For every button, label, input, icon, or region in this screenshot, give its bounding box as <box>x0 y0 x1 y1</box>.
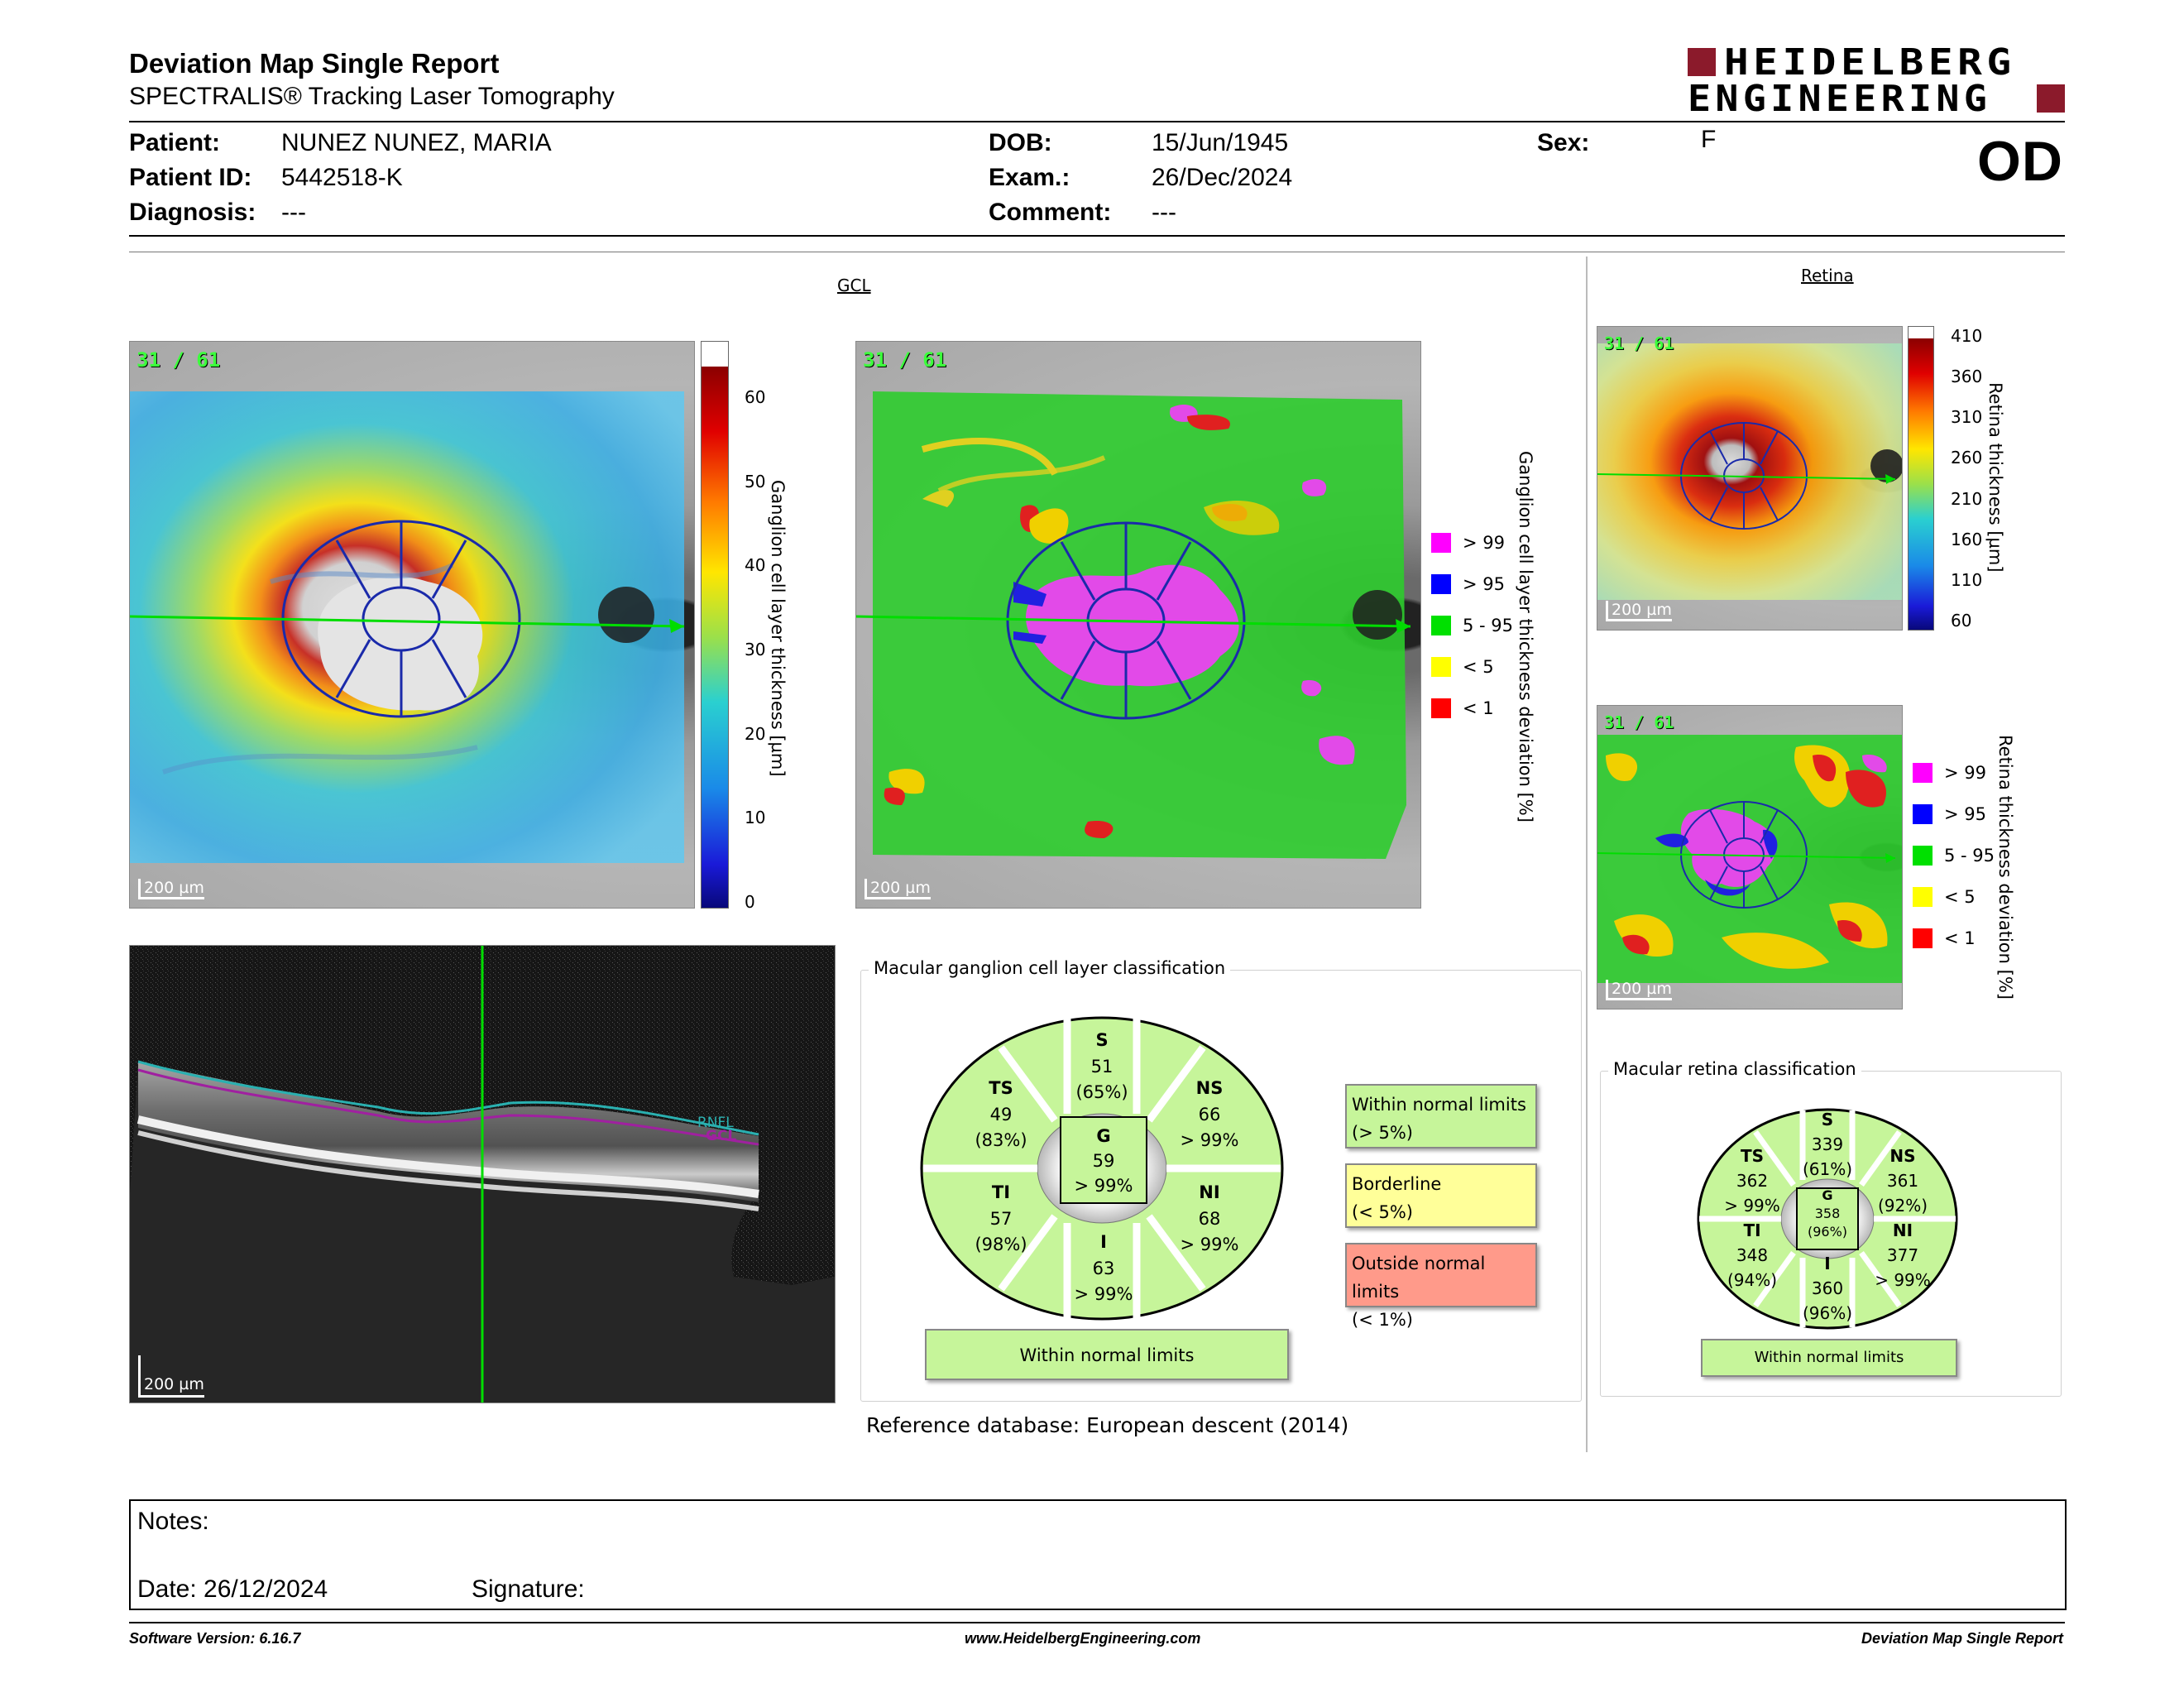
retina-colorbar-tick: 110 <box>1951 569 1983 590</box>
legend-border-line2: (< 5%) <box>1352 1202 1413 1222</box>
bscan-scale-bar: 200 µm <box>138 1355 204 1398</box>
gcl-sector-pct: > 99% <box>1074 1176 1133 1196</box>
gcl-deviation-overlay <box>856 342 1420 908</box>
legend-borderline-box <box>1345 1163 1537 1228</box>
retina-dev-scale-bar: 200 µm <box>1606 980 1672 1000</box>
gcl-thickness-map[interactable] <box>129 341 695 909</box>
gcl-sector-i <box>1054 1230 1153 1308</box>
exam-date: 26/Dec/2024 <box>1152 164 1293 191</box>
gcl-dev-scale-bar: 200 µm <box>864 879 931 899</box>
gcl-sector-ni <box>1160 1180 1259 1259</box>
software-version: Software Version: 6.16.7 <box>129 1630 301 1647</box>
gcl-sector-value: 66 <box>1198 1104 1221 1125</box>
legend-within-line2: (> 5%) <box>1352 1123 1413 1143</box>
patient-label: Patient: <box>129 129 221 156</box>
header-divider <box>129 121 2065 122</box>
patient-divider-1 <box>129 235 2065 237</box>
gcl-legend-item <box>1431 574 1505 594</box>
retina-legend-item <box>1913 804 1986 824</box>
eye-indicator: OD <box>1977 130 2063 193</box>
retina-legend-swatch <box>1913 763 1933 783</box>
retina-sector-name: G <box>1822 1187 1833 1203</box>
retina-sector-pct: (61%) <box>1802 1159 1853 1179</box>
retina-sector-value: 362 <box>1736 1171 1769 1191</box>
retina-thickness-map[interactable] <box>1597 326 1903 631</box>
retina-colorbar <box>1908 326 1934 631</box>
retina-sector-pct: (96%) <box>1807 1224 1848 1240</box>
legend-outside-box <box>1345 1243 1537 1330</box>
patient-id-label: Patient ID: <box>129 164 252 191</box>
gcl-sector-value: 51 <box>1090 1056 1114 1077</box>
retina-sector-pct: (94%) <box>1727 1270 1778 1290</box>
gcl-sector-name: G <box>1096 1126 1111 1146</box>
retina-result-box: Within normal limits <box>1701 1339 1957 1377</box>
retina-deviation-map[interactable] <box>1597 705 1903 1009</box>
gcl-sector-name: I <box>1100 1232 1107 1252</box>
report-name-footer: Deviation Map Single Report <box>1861 1630 2063 1647</box>
retina-legend-text: > 95 <box>1944 804 1986 824</box>
gcl-sector-name: NI <box>1199 1182 1220 1202</box>
retina-colorbar-label: Retina thickness [µm] <box>1985 382 2005 573</box>
gcl-sector-value: 57 <box>989 1208 1013 1229</box>
notes-label: Notes: <box>137 1508 209 1535</box>
gcl-legend-text: < 1 <box>1463 698 1494 718</box>
gcl-dev-frame-count: 31 / 61 <box>863 348 947 372</box>
legend-within-line1: Within normal limits <box>1352 1095 1526 1115</box>
oct-bscan[interactable] <box>129 945 836 1403</box>
legend-outside-line1: Outside normal limits <box>1352 1254 1486 1302</box>
retina-legend-item <box>1913 887 1976 907</box>
retina-sector-pct: > 99% <box>1724 1196 1780 1216</box>
report-title: Deviation Map Single Report <box>129 48 500 79</box>
retina-sector-value: 361 <box>1886 1171 1919 1191</box>
gcl-sector-name: TS <box>989 1078 1013 1098</box>
retina-sector-value: 377 <box>1886 1245 1919 1265</box>
gcl-frame-count: 31 / 61 <box>136 348 221 372</box>
gcl-sector-value: 49 <box>989 1104 1013 1125</box>
sex: F <box>1701 126 1717 153</box>
gcl-legend-text: < 5 <box>1463 657 1494 677</box>
section-divider <box>1586 257 1588 1452</box>
diagnosis: --- <box>281 199 306 226</box>
gcl-classification-title: Macular ganglion cell layer classification <box>869 958 1230 978</box>
exam-label: Exam.: <box>989 164 1070 191</box>
comment: --- <box>1152 199 1176 226</box>
gcl-legend-text: > 95 <box>1463 574 1505 594</box>
gcl-legend-text: > 99 <box>1463 533 1505 553</box>
legend-border-line1: Borderline <box>1352 1174 1442 1194</box>
gcl-colorbar-tick: 60 <box>745 387 766 407</box>
retina-legend-item <box>1913 928 1976 948</box>
heidelberg-logo <box>1688 41 2065 120</box>
bscan-image <box>130 946 835 1403</box>
dob: 15/Jun/1945 <box>1152 129 1289 156</box>
retina-sector-pct: (96%) <box>1802 1303 1853 1323</box>
retina-scale-bar: 200 µm <box>1606 601 1672 621</box>
gcl-scale-bar: 200 µm <box>138 879 204 899</box>
footer-divider <box>129 1622 2065 1623</box>
rnfl-label: RNFL <box>697 1115 734 1131</box>
retina-sector-i <box>1778 1251 1877 1326</box>
logo-text-line2: ENGINEERING <box>1688 78 1992 120</box>
diagnosis-label: Diagnosis: <box>129 199 256 226</box>
retina-sector-name: NI <box>1892 1220 1913 1240</box>
gcl-sector-value: 63 <box>1092 1258 1115 1278</box>
retina-legend-item <box>1913 763 1986 783</box>
gcl-colorbar-label: Ganglion cell layer thickness [µm] <box>768 480 788 777</box>
retina-sector-name: S <box>1821 1110 1834 1129</box>
legend-within-box <box>1345 1084 1537 1149</box>
retina-sector-value: 360 <box>1811 1278 1844 1298</box>
retina-sector-name: I <box>1824 1254 1831 1273</box>
dob-label: DOB: <box>989 129 1052 156</box>
retina-colorbar-tick: 360 <box>1951 367 1983 387</box>
gcl-deviation-label: Ganglion cell layer thickness deviation [%] <box>1516 451 1535 822</box>
gcl-legend-swatch <box>1431 698 1451 718</box>
gcl-sector-name: NS <box>1195 1078 1224 1098</box>
gcl-thickness-overlay <box>130 342 694 908</box>
gcl-sector-ns <box>1160 1076 1259 1154</box>
logo-text-line1: HEIDELBERG <box>1724 41 2016 84</box>
gcl-sector-g <box>1054 1124 1153 1198</box>
retina-legend-item <box>1913 846 1995 866</box>
patient-id: 5442518-K <box>281 164 403 191</box>
retina-colorbar-tick: 160 <box>1951 529 1983 549</box>
retina-sector-pct: (92%) <box>1877 1196 1928 1216</box>
legend-outside-line2: (< 1%) <box>1352 1310 1413 1330</box>
gcl-sector-pct: (98%) <box>975 1235 1027 1254</box>
retina-colorbar-tick: 260 <box>1951 448 1983 468</box>
patient-name: NUNEZ NUNEZ, MARIA <box>281 129 552 156</box>
retina-section-title[interactable]: Retina <box>1801 266 1854 285</box>
gcl-legend-text: 5 - 95 <box>1463 616 1514 635</box>
gcl-legend-swatch <box>1431 616 1451 635</box>
comment-label: Comment: <box>989 199 1112 226</box>
notes-box[interactable] <box>129 1499 2067 1610</box>
retina-deviation-overlay <box>1597 706 1902 1009</box>
retina-legend-swatch <box>1913 846 1933 866</box>
gcl-colorbar-tick: 30 <box>745 640 766 659</box>
retina-frame-count: 31 / 61 <box>1604 333 1674 353</box>
gcl-sector-name: S <box>1095 1030 1109 1050</box>
gcl-sector-ti <box>951 1180 1051 1259</box>
gcl-sector-pct: > 99% <box>1074 1284 1133 1304</box>
gcl-colorbar-tick: 40 <box>745 555 766 576</box>
retina-legend-text: 5 - 95 <box>1944 846 1995 866</box>
gcl-sector-s <box>1052 1028 1152 1106</box>
gcl-legend-item <box>1431 533 1505 553</box>
retina-legend-text: < 5 <box>1944 887 1976 907</box>
report-subtitle: SPECTRALIS® Tracking Laser Tomography <box>129 83 615 110</box>
retina-legend-text: > 99 <box>1944 763 1986 783</box>
retina-sector-value: 339 <box>1811 1134 1844 1154</box>
retina-dev-frame-count: 31 / 61 <box>1604 712 1674 732</box>
gcl-legend-swatch <box>1431 533 1451 553</box>
gcl-section-title[interactable]: GCL <box>837 276 871 295</box>
retina-sector-name: TI <box>1743 1220 1761 1240</box>
gcl-sector-value: 68 <box>1198 1208 1221 1229</box>
gcl-layer-label: GCL <box>706 1128 737 1144</box>
retina-sector-name: NS <box>1889 1146 1916 1166</box>
retina-colorbar-tick: 210 <box>1951 488 1983 509</box>
retina-sector-value: 358 <box>1814 1206 1841 1221</box>
website-link[interactable]: www.HeidelbergEngineering.com <box>965 1630 1201 1647</box>
signature-label: Signature: <box>472 1575 585 1603</box>
retina-legend-text: < 1 <box>1944 928 1976 948</box>
gcl-colorbar-tick: 10 <box>745 808 766 828</box>
retina-colorbar-tick: 410 <box>1951 326 1983 346</box>
gcl-colorbar <box>701 341 729 909</box>
sex-label: Sex: <box>1537 129 1590 156</box>
retina-legend-swatch <box>1913 928 1933 948</box>
gcl-sector-pct: (65%) <box>1075 1082 1128 1102</box>
gcl-legend-swatch <box>1431 657 1451 677</box>
gcl-sector-pct: > 99% <box>1180 1235 1239 1254</box>
retina-colorbar-tick: 60 <box>1951 611 1972 631</box>
gcl-sector-name: TI <box>991 1182 1011 1202</box>
gcl-legend-item <box>1431 657 1494 677</box>
gcl-deviation-map[interactable] <box>855 341 1421 909</box>
gcl-colorbar-tick: 0 <box>745 892 755 912</box>
gcl-legend-item <box>1431 616 1513 635</box>
gcl-result-box: Within normal limits <box>925 1329 1289 1380</box>
gcl-legend-item <box>1431 698 1494 718</box>
gcl-sector-pct: (83%) <box>975 1130 1027 1150</box>
retina-classification-title: Macular retina classification <box>1608 1059 1861 1079</box>
gcl-sector-pct: > 99% <box>1180 1130 1239 1150</box>
retina-legend-swatch <box>1913 887 1933 907</box>
retina-deviation-label: Retina thickness deviation [%] <box>1995 735 2015 1000</box>
gcl-legend-swatch <box>1431 574 1451 594</box>
reference-database: Reference database: European descent (2014) <box>866 1413 1349 1437</box>
retina-sector-pct: > 99% <box>1875 1270 1931 1290</box>
gcl-sector-value: 59 <box>1092 1151 1115 1171</box>
date-label: Date: 26/12/2024 <box>137 1575 328 1603</box>
retina-colorbar-tick: 310 <box>1951 407 1983 428</box>
retina-thickness-overlay <box>1597 327 1902 630</box>
retina-legend-swatch <box>1913 804 1933 824</box>
gcl-sector-ts <box>951 1076 1051 1154</box>
retina-sector-name: TS <box>1740 1146 1765 1166</box>
gcl-colorbar-tick: 50 <box>745 471 766 492</box>
gcl-colorbar-tick: 20 <box>745 723 766 744</box>
retina-sector-value: 348 <box>1736 1245 1769 1265</box>
